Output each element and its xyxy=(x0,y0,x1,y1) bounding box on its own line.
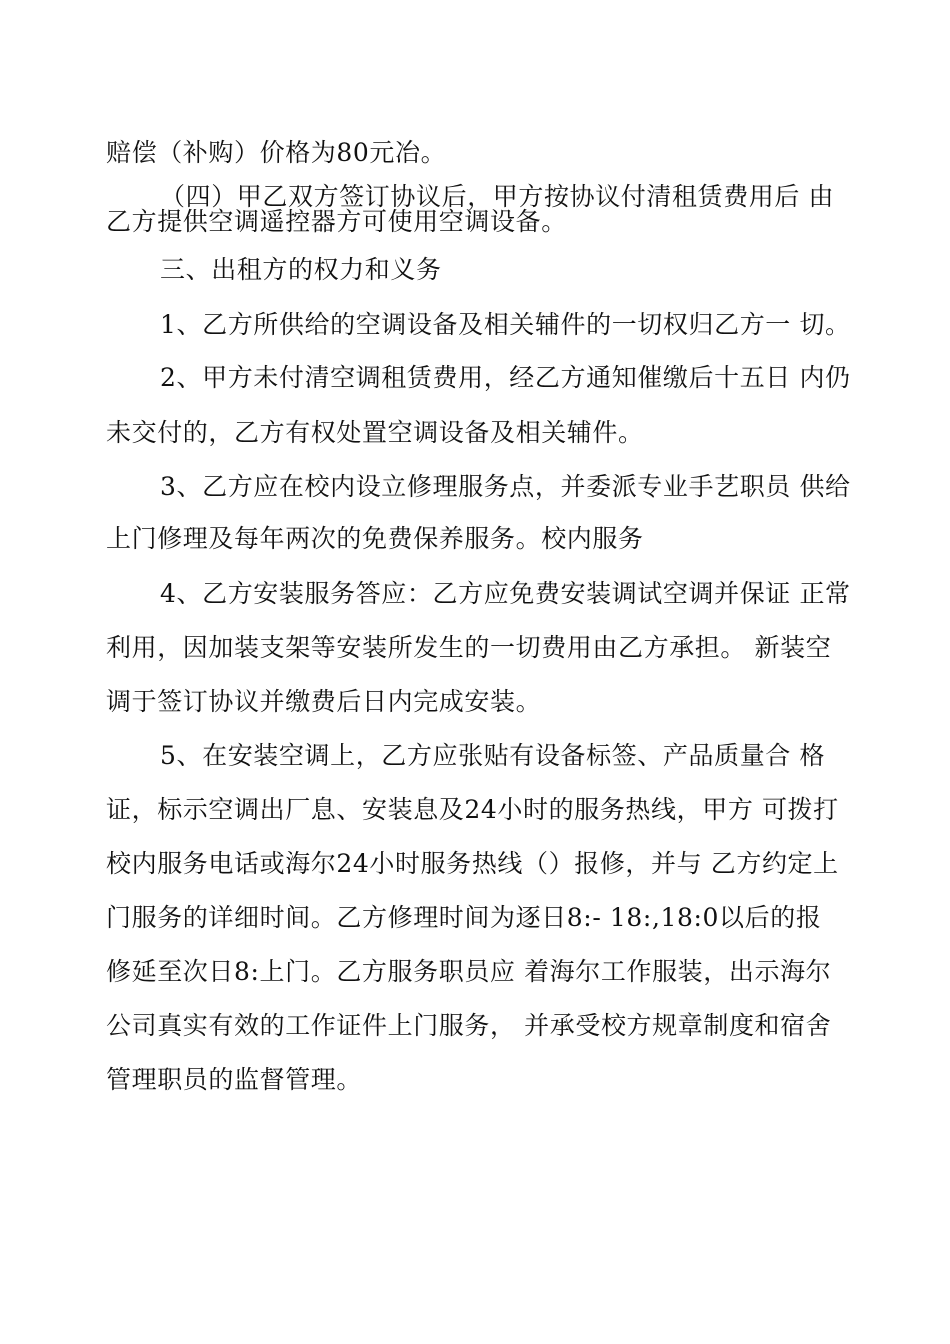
text-line: 乙方提供空调遥控器方可使用空调设备。 xyxy=(106,207,567,236)
text-line: 校内服务电话或海尔24小时服务热线（）报修，并与 乙方约定上 xyxy=(106,849,839,878)
text-line: 5、在安装空调上，乙方应张贴有设备标签、产品质量合 格 xyxy=(160,741,826,770)
text-line: 门服务的详细时间。乙方修理时间为逐日8:- 18:,18:0以后的报 xyxy=(106,903,822,932)
text-line: （四）甲乙双方签订协议后，甲方按协议付清租赁费用后 由 xyxy=(160,182,835,211)
text-line: 3、乙方应在校内设立修理服务点，并委派专业手艺职员 供给 xyxy=(160,472,851,501)
text-line: 上门修理及每年两次的免费保养服务。校内服务 xyxy=(106,524,644,553)
text-line: 未交付的，乙方有权处置空调设备及相关辅件。 xyxy=(106,418,644,447)
text-line: 管理职员的监督管理。 xyxy=(106,1065,363,1094)
text-line: 证，标示空调出厂息、安装息及24小时的服务热线，甲方 可拨打 xyxy=(106,795,839,824)
text-line: 赔偿（补购）价格为80元冶。 xyxy=(106,138,447,167)
text-line: 利用，因加装支架等安装所发生的一切费用由乙方承担。 新装空 xyxy=(106,633,832,662)
text-line: 1、乙方所供给的空调设备及相关辅件的一切权归乙方一 切。 xyxy=(160,310,851,339)
text-line: 调于签订协议并缴费后日内完成安装。 xyxy=(106,687,542,716)
text-line: 公司真实有效的工作证件上门服务， 并承受校方规章制度和宿舍 xyxy=(106,1011,832,1040)
text-line: 修延至次日8:上门。乙方服务职员应 着海尔工作服装，出示海尔 xyxy=(106,957,832,986)
text-line: 2、甲方未付清空调租赁费用，经乙方通知催缴后十五日 内仍 xyxy=(160,363,851,392)
section-heading: 三、出租方的权力和义务 xyxy=(160,255,442,284)
text-line: 4、乙方安装服务答应：乙方应免费安装调试空调并保证 正常 xyxy=(160,579,851,608)
